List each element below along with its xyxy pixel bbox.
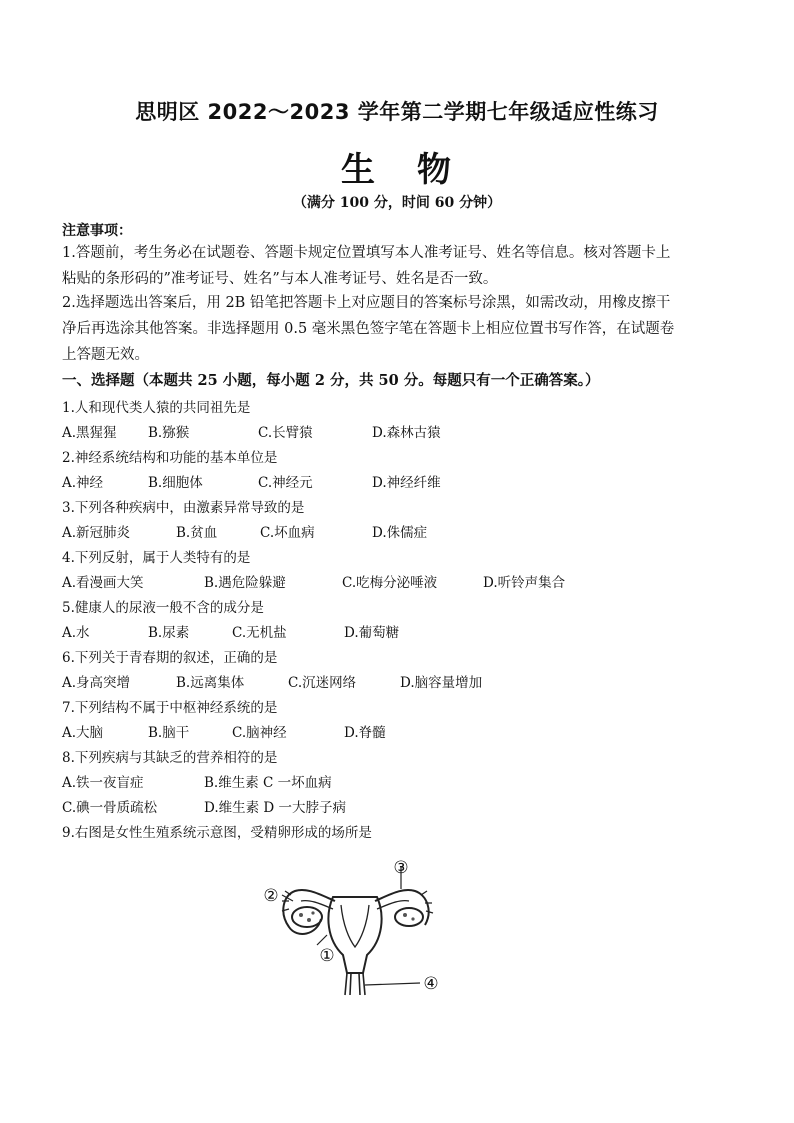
question-5-option-a: A.水 xyxy=(62,625,90,641)
question-7-stem: 7.下列结构不属于中枢神经系统的是 xyxy=(62,700,278,716)
question-6-stem: 6.下列关于青春期的叙述，正确的是 xyxy=(62,650,278,666)
notes-item-2-line-1: 2.选择题选出答案后，用 2B 铅笔把答题卡上对应题目的答案标号涂黑，如需改动，用橡皮擦干 xyxy=(62,295,671,311)
question-7-option-d: D.脊髓 xyxy=(344,725,386,741)
question-7-option-c: C.脑神经 xyxy=(232,725,287,741)
question-6-option-c: C.沉迷网络 xyxy=(288,675,357,691)
question-4-option-d: D.听铃声集合 xyxy=(483,575,566,591)
female-reproductive-system-diagram xyxy=(255,855,455,1005)
question-5-option-c: C.无机盐 xyxy=(232,625,287,641)
question-2-option-d: D.神经纤维 xyxy=(372,475,441,491)
score-time-line: （满分 100 分，时间 60 分钟） xyxy=(292,195,502,211)
question-4-stem: 4.下列反射，属于人类特有的是 xyxy=(62,550,251,566)
question-9-stem: 9.右图是女性生殖系统示意图，受精卵形成的场所是 xyxy=(62,825,372,841)
question-3-option-d: D.侏儒症 xyxy=(372,525,428,541)
question-6-option-d: D.脑容量增加 xyxy=(400,675,483,691)
question-3-option-a: A.新冠肺炎 xyxy=(62,525,131,541)
notes-item-1 xyxy=(62,240,732,292)
question-5-stem: 5.健康人的尿液一般不含的成分是 xyxy=(62,600,264,616)
figure-label-1: ① xyxy=(319,946,335,966)
question-4-option-c: C.吃梅分泌唾液 xyxy=(342,575,438,591)
question-1-option-c: C.长臂猿 xyxy=(258,425,313,441)
question-2-option-a: A.神经 xyxy=(62,475,104,491)
figure-label-4: ④ xyxy=(423,974,439,994)
question-2-option-c: C.神经元 xyxy=(258,475,313,491)
notes-item-2 xyxy=(62,290,732,368)
notes-heading: 注意事项： xyxy=(62,223,132,239)
question-8-option-d: D.维生素 D 一大脖子病 xyxy=(204,800,347,816)
notes-item-2-line-3: 上答题无效。 xyxy=(62,347,149,363)
question-1-stem: 1.人和现代类人猿的共同祖先是 xyxy=(62,400,251,416)
question-1-option-b: B.猕猴 xyxy=(148,425,190,441)
notes-item-1-line-1: 1.答题前，考生务必在试题卷、答题卡规定位置填写本人准考证号、姓名等信息。核对答题卡上 xyxy=(62,245,671,261)
notes-item-2-line-2: 净后再选涂其他答案。非选择题用 0.5 毫米黑色签字笔在答题卡上相应位置书写作答，在试题卷 xyxy=(62,321,675,337)
question-1-option-a: A.黑猩猩 xyxy=(62,425,117,441)
figure-label-3: ③ xyxy=(393,858,409,878)
left-ovary xyxy=(292,907,322,927)
vagina xyxy=(345,973,365,995)
subject-title xyxy=(0,142,794,191)
question-7-option-b: B.脑干 xyxy=(148,725,190,741)
right-ovary xyxy=(395,908,423,926)
question-8-option-b: B.维生素 C 一坏血病 xyxy=(204,775,332,791)
exam-title: 思明区 2022～2023 学年第二学期七年级适应性练习 xyxy=(135,100,659,124)
figure-label-2: ② xyxy=(263,886,279,906)
notes-item-1-line-2: 粘贴的条形码的”准考证号、姓名”与本人准考证号、姓名是否一致。 xyxy=(62,271,498,287)
question-8-option-c: C.碘一骨质疏松 xyxy=(62,800,158,816)
right-fallopian-tube xyxy=(375,890,429,925)
question-3-option-b: B.贫血 xyxy=(176,525,218,541)
question-2-option-b: B.细胞体 xyxy=(148,475,203,491)
question-3-option-c: C.坏血病 xyxy=(260,525,315,541)
question-8-option-a: A.铁一夜盲症 xyxy=(62,775,144,791)
question-3-stem: 3.下列各种疾病中，由激素异常导致的是 xyxy=(62,500,305,516)
question-1-option-d: D.森林古猿 xyxy=(372,425,441,441)
question-6-option-a: A.身高突增 xyxy=(62,675,131,691)
question-4-option-a: A.看漫画大笑 xyxy=(62,575,144,591)
question-7-option-a: A.大脑 xyxy=(62,725,104,741)
question-8-stem: 8.下列疾病与其缺乏的营养相符的是 xyxy=(62,750,278,766)
question-5-option-d: D.葡萄糖 xyxy=(344,625,400,641)
question-2-stem: 2.神经系统结构和功能的基本单位是 xyxy=(62,450,278,466)
section-1-heading: 一、选择题（本题共 25 小题，每小题 2 分，共 50 分。每题只有一个正确答案。） xyxy=(62,372,600,389)
subject-char-1: 生 xyxy=(341,150,377,190)
question-6-option-b: B.远离集体 xyxy=(176,675,245,691)
question-5-option-b: B.尿素 xyxy=(148,625,190,641)
question-4-option-b: B.遇危险躲避 xyxy=(204,575,286,591)
uterus-outline xyxy=(328,897,381,973)
subject-char-2: 物 xyxy=(417,150,453,190)
